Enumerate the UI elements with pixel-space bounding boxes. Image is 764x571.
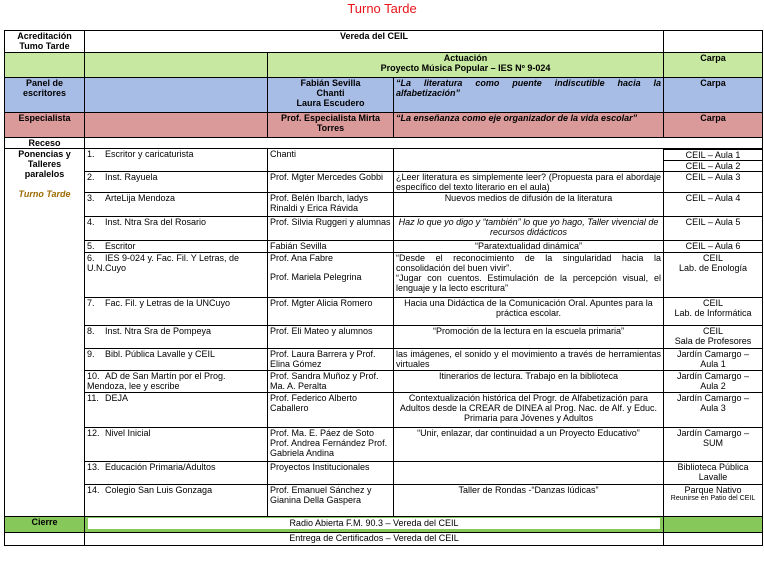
presenter-cell bbox=[268, 172, 394, 193]
actuacion-project: Proyecto Música Popular – IES Nº 9-024 bbox=[380, 63, 551, 73]
presenter-cell bbox=[268, 371, 394, 393]
topic-text: las imágenes, el sonido y el movimiento a través de herramientas virtuales bbox=[396, 349, 661, 369]
program-row bbox=[5, 241, 763, 253]
topic-cell bbox=[394, 217, 664, 241]
location-cell bbox=[664, 462, 763, 485]
turno-tarde-label: Turno Tarde bbox=[18, 189, 71, 199]
row-number: 6. bbox=[87, 253, 95, 263]
institution-cell bbox=[85, 253, 268, 298]
program-row bbox=[5, 393, 763, 428]
radio-cell bbox=[85, 517, 664, 533]
institution-cell bbox=[85, 485, 268, 517]
row-number: 13. bbox=[87, 462, 100, 472]
especialista-carpa: Carpa bbox=[664, 113, 763, 138]
institution-cell bbox=[85, 298, 268, 326]
location-line: Lab. de Enología bbox=[678, 263, 748, 273]
location-cell bbox=[664, 326, 763, 349]
program-row bbox=[5, 349, 763, 371]
program-row bbox=[5, 172, 763, 193]
row-number: 12. bbox=[87, 428, 100, 438]
row-number: 3. bbox=[87, 193, 95, 203]
institution-cell bbox=[85, 217, 268, 241]
panel-theme: “La literatura como puente indiscutible hacia la alfabetización” bbox=[394, 78, 664, 113]
actuacion-carpa: Carpa bbox=[664, 53, 763, 78]
topic-cell bbox=[394, 149, 664, 172]
panel-carpa: Carpa bbox=[664, 78, 763, 113]
location-cell bbox=[664, 241, 763, 253]
topic-text: Nuevos medios de difusión de la literatura bbox=[444, 193, 613, 203]
program-row bbox=[5, 485, 763, 517]
program-row bbox=[5, 462, 763, 485]
topic-cell bbox=[394, 298, 664, 326]
location-cell bbox=[664, 193, 763, 217]
location-line: Parque Nativo bbox=[684, 485, 742, 495]
location-line: Jardín Camargo – bbox=[676, 428, 750, 438]
presenter-name: Proyectos Institucionales bbox=[270, 462, 370, 472]
institution-name: Inst. Ntra Sra del Rosario bbox=[105, 217, 207, 227]
row-number: 11. bbox=[87, 393, 99, 403]
row-number: 8. bbox=[87, 326, 95, 336]
presenter-name-2: Prof. Mariela Pelegrina bbox=[270, 272, 362, 282]
location-cell bbox=[664, 371, 763, 393]
institution-cell bbox=[85, 149, 268, 172]
topic-cell bbox=[394, 241, 664, 253]
tumo-tarde-label: Tumo Tarde bbox=[19, 41, 70, 51]
institution-cell bbox=[85, 349, 268, 371]
actuacion-cell bbox=[268, 53, 664, 78]
topic-cell bbox=[394, 349, 664, 371]
location-cell bbox=[664, 428, 763, 462]
presenter-name: Chanti bbox=[270, 149, 297, 159]
panel-label: Panel de escritores bbox=[5, 78, 85, 113]
vereda-heading: Vereda del CEIL bbox=[85, 31, 664, 53]
acreditacion-label: Acreditación bbox=[17, 31, 72, 41]
institution-cell bbox=[85, 241, 268, 253]
receso-label: Receso bbox=[5, 138, 85, 149]
location-line: CEIL bbox=[702, 326, 723, 336]
topic-text: “Desde el reconocimiento de la singularidad hacia la consolidación del buen vivir”. bbox=[396, 253, 661, 273]
topic-cell bbox=[394, 485, 664, 517]
presenter-cell bbox=[268, 253, 394, 298]
institution-name: Inst. Ntra Sra de Pompeya bbox=[105, 326, 212, 336]
location-line: CEIL – Aula 6 bbox=[685, 241, 741, 251]
location-line: Jardín Camargo – bbox=[676, 349, 750, 359]
presenter-name: Prof. Ma. E. Páez de Soto Prof. Andrea Fernández Prof. Gabriela Andina bbox=[270, 428, 388, 458]
page-title: Turno Tarde bbox=[347, 1, 417, 16]
location-cell bbox=[664, 485, 763, 517]
location-line: Jardín Camargo – bbox=[676, 393, 750, 403]
especialista-name: Prof. Especialista Mirta Torres bbox=[268, 113, 394, 138]
location-line: Biblioteca Pública bbox=[677, 462, 749, 472]
especialista-label: Especialista bbox=[5, 113, 85, 138]
location-line: Sala de Profesores bbox=[674, 336, 752, 346]
radio-text: Radio Abierta F.M. 90.3 – Vereda del CEIL bbox=[88, 518, 660, 529]
institution-cell bbox=[85, 172, 268, 193]
presenter-name: Prof. Federico Alberto Caballero bbox=[270, 393, 358, 413]
header-row bbox=[5, 31, 763, 53]
location-cell bbox=[664, 217, 763, 241]
topic-text: Itinerarios de lectura. Trabajo en la biblioteca bbox=[438, 371, 619, 381]
presenter-cell bbox=[268, 393, 394, 428]
location-line: CEIL – Aula 3 bbox=[685, 172, 741, 182]
panel-row bbox=[5, 78, 763, 113]
acreditacion-cell bbox=[5, 31, 85, 53]
institution-name: IES 9-024 y. Fac. Fil. Y Letras, de U.N.Cuyo bbox=[87, 253, 240, 273]
location-cell bbox=[664, 393, 763, 428]
row-number: 14. bbox=[87, 485, 100, 495]
institution-name: ArteLija Mendoza bbox=[105, 193, 176, 203]
location-line: Aula 1 bbox=[700, 359, 726, 369]
row-number: 10. bbox=[87, 371, 100, 381]
institution-name: Educación Primaria/Adultos bbox=[105, 462, 216, 472]
location-line: CEIL bbox=[702, 253, 723, 263]
program-row bbox=[5, 371, 763, 393]
program-row bbox=[5, 298, 763, 326]
institution-cell bbox=[85, 428, 268, 462]
certificados-text: Entrega de Certificados – Vereda del CEIL bbox=[85, 533, 664, 546]
presenter-cell bbox=[268, 298, 394, 326]
institution-cell bbox=[85, 462, 268, 485]
presenter-cell bbox=[268, 428, 394, 462]
header-empty bbox=[664, 31, 763, 53]
presenter-name: Prof. Silvia Ruggeri y alumnas bbox=[270, 217, 391, 227]
institution-cell bbox=[85, 193, 268, 217]
program-row bbox=[5, 253, 763, 298]
location-line: CEIL – Aula 5 bbox=[685, 217, 741, 227]
presenter-name: Prof. Eli Mateo y alumnos bbox=[270, 326, 373, 336]
topic-cell bbox=[394, 193, 664, 217]
certificados-row bbox=[5, 533, 763, 546]
location-cell bbox=[664, 349, 763, 371]
topic-cell bbox=[394, 253, 664, 298]
topic-text: ¿Leer literatura es simplemente leer? (Propuesta para el abordaje específico del texto literario en el aula) bbox=[396, 172, 661, 192]
institution-name: Bibl. Pública Lavalle y CEIL bbox=[105, 349, 216, 359]
institution-cell bbox=[85, 371, 268, 393]
institution-name: AD de San Martín por el Prog. Mendoza, lee y escribe bbox=[87, 371, 226, 391]
presenter-name: Prof. Emanuel Sánchez y Gianina Della Gaspera bbox=[270, 485, 372, 505]
especialista-theme: “La enseñanza como eje organizador de la vida escolar” bbox=[394, 113, 664, 138]
location-cell bbox=[664, 149, 763, 172]
row-number: 2. bbox=[87, 172, 95, 182]
location-line: Aula 3 bbox=[700, 403, 726, 413]
topic-cell bbox=[394, 371, 664, 393]
topic-text: “Unir, enlazar, dar continuidad a un Proyecto Educativo” bbox=[417, 428, 640, 438]
location-cell bbox=[664, 253, 763, 298]
institution-name: DEJA bbox=[105, 393, 129, 403]
program-row bbox=[5, 326, 763, 349]
ponencias-label-cell: Ponencias y Talleres paralelos Turno Tarde bbox=[5, 149, 85, 517]
row-number: 1. bbox=[87, 149, 95, 159]
presenter-name: Prof. Ana Fabre bbox=[270, 253, 334, 263]
location-line: SUM bbox=[703, 438, 723, 448]
actuacion-label: Actuación bbox=[443, 53, 488, 63]
presenter-cell bbox=[268, 349, 394, 371]
program-row bbox=[5, 428, 763, 462]
program-row bbox=[5, 217, 763, 241]
institution-name: Inst. Rayuela bbox=[105, 172, 158, 182]
location-line: CEIL bbox=[702, 298, 723, 308]
topic-text: Taller de Rondas -“Danzas lúdicas” bbox=[458, 485, 599, 495]
topic-text: “Paratextualidad dinámica” bbox=[474, 241, 583, 251]
location-cell bbox=[664, 298, 763, 326]
institution-name: Escritor bbox=[105, 241, 136, 251]
location-cell bbox=[664, 172, 763, 193]
institution-name: Nivel Inicial bbox=[105, 428, 151, 438]
presenter-cell bbox=[268, 193, 394, 217]
presenter-name: Prof. Mgter Alicia Romero bbox=[270, 298, 373, 308]
cierre-row bbox=[5, 517, 763, 533]
institution-name: Escritor y caricaturista bbox=[105, 149, 194, 159]
presenter-name: Prof. Belén Ibarch, ladys Rinaldi y Erica Rávida bbox=[270, 193, 369, 213]
location-line: Lavalle bbox=[698, 472, 728, 482]
institution-name: Colegio San Luis Gonzaga bbox=[105, 485, 213, 495]
location-line: CEIL – Aula 2 bbox=[664, 160, 762, 171]
location-line: Jardín Camargo – bbox=[676, 371, 750, 381]
topic-text: Hacia una Didáctica de la Comunicación Oral. Apuntes para la práctica escolar. bbox=[404, 298, 653, 318]
actuacion-row bbox=[5, 53, 763, 78]
program-row bbox=[5, 149, 763, 172]
location-line: Aula 2 bbox=[700, 381, 726, 391]
row-number: 4. bbox=[87, 217, 95, 227]
topic-cell bbox=[394, 462, 664, 485]
presenter-name: Prof. Laura Barrera y Prof. Elina Gómez bbox=[270, 349, 376, 369]
presenter-cell bbox=[268, 241, 394, 253]
institution-name: Fac. Fil. y Letras de la UNCuyo bbox=[105, 298, 231, 308]
topic-text: Haz lo que yo digo y “también” lo que yo hago, Taller vivencial de recursos didácticos bbox=[398, 217, 659, 237]
location-line: Lab. de Informática bbox=[674, 308, 752, 318]
location-line: Reunirse en Patio del CEIL bbox=[670, 495, 756, 502]
topic-text: “Promoción de la lectura en la escuela primaria” bbox=[432, 326, 625, 336]
schedule-table bbox=[4, 30, 763, 546]
especialista-row bbox=[5, 113, 763, 138]
presenter-name: Prof. Mgter Mercedes Gobbi bbox=[270, 172, 384, 182]
topic-cell bbox=[394, 428, 664, 462]
topic-text-2: “Jugar con cuentos. Estimulación de la percepción visual, el lenguaje y la lecto escritura” bbox=[396, 273, 661, 293]
topic-cell bbox=[394, 326, 664, 349]
presenter-cell bbox=[268, 462, 394, 485]
presenter-cell bbox=[268, 326, 394, 349]
topic-cell bbox=[394, 393, 664, 428]
presenter-cell bbox=[268, 149, 394, 172]
cierre-label: Cierre bbox=[5, 517, 85, 533]
receso-row bbox=[5, 138, 763, 149]
institution-cell bbox=[85, 393, 268, 428]
topic-cell bbox=[394, 172, 664, 193]
row-number: 7. bbox=[87, 298, 95, 308]
presenter-name: Fabián Sevilla bbox=[270, 241, 327, 251]
presenter-cell bbox=[268, 217, 394, 241]
row-number: 9. bbox=[87, 349, 95, 359]
presenter-name: Prof. Sandra Muñoz y Prof. Ma. A. Peralta bbox=[270, 371, 379, 391]
location-line: CEIL – Aula 1 bbox=[664, 149, 762, 160]
program-row bbox=[5, 193, 763, 217]
presenter-cell bbox=[268, 485, 394, 517]
row-number: 5. bbox=[87, 241, 95, 251]
institution-cell bbox=[85, 326, 268, 349]
topic-text: Contextualización histórica del Progr. de Alfabetización para Adultos desde la CREAR de DINEA al Prog. Nac. de Alf. y Educ. Primaria para Jóvenes y Adultos bbox=[399, 393, 658, 423]
location-line: CEIL – Aula 4 bbox=[685, 193, 741, 203]
panel-names: Fabián Sevilla Chanti Laura Escudero bbox=[268, 78, 394, 113]
